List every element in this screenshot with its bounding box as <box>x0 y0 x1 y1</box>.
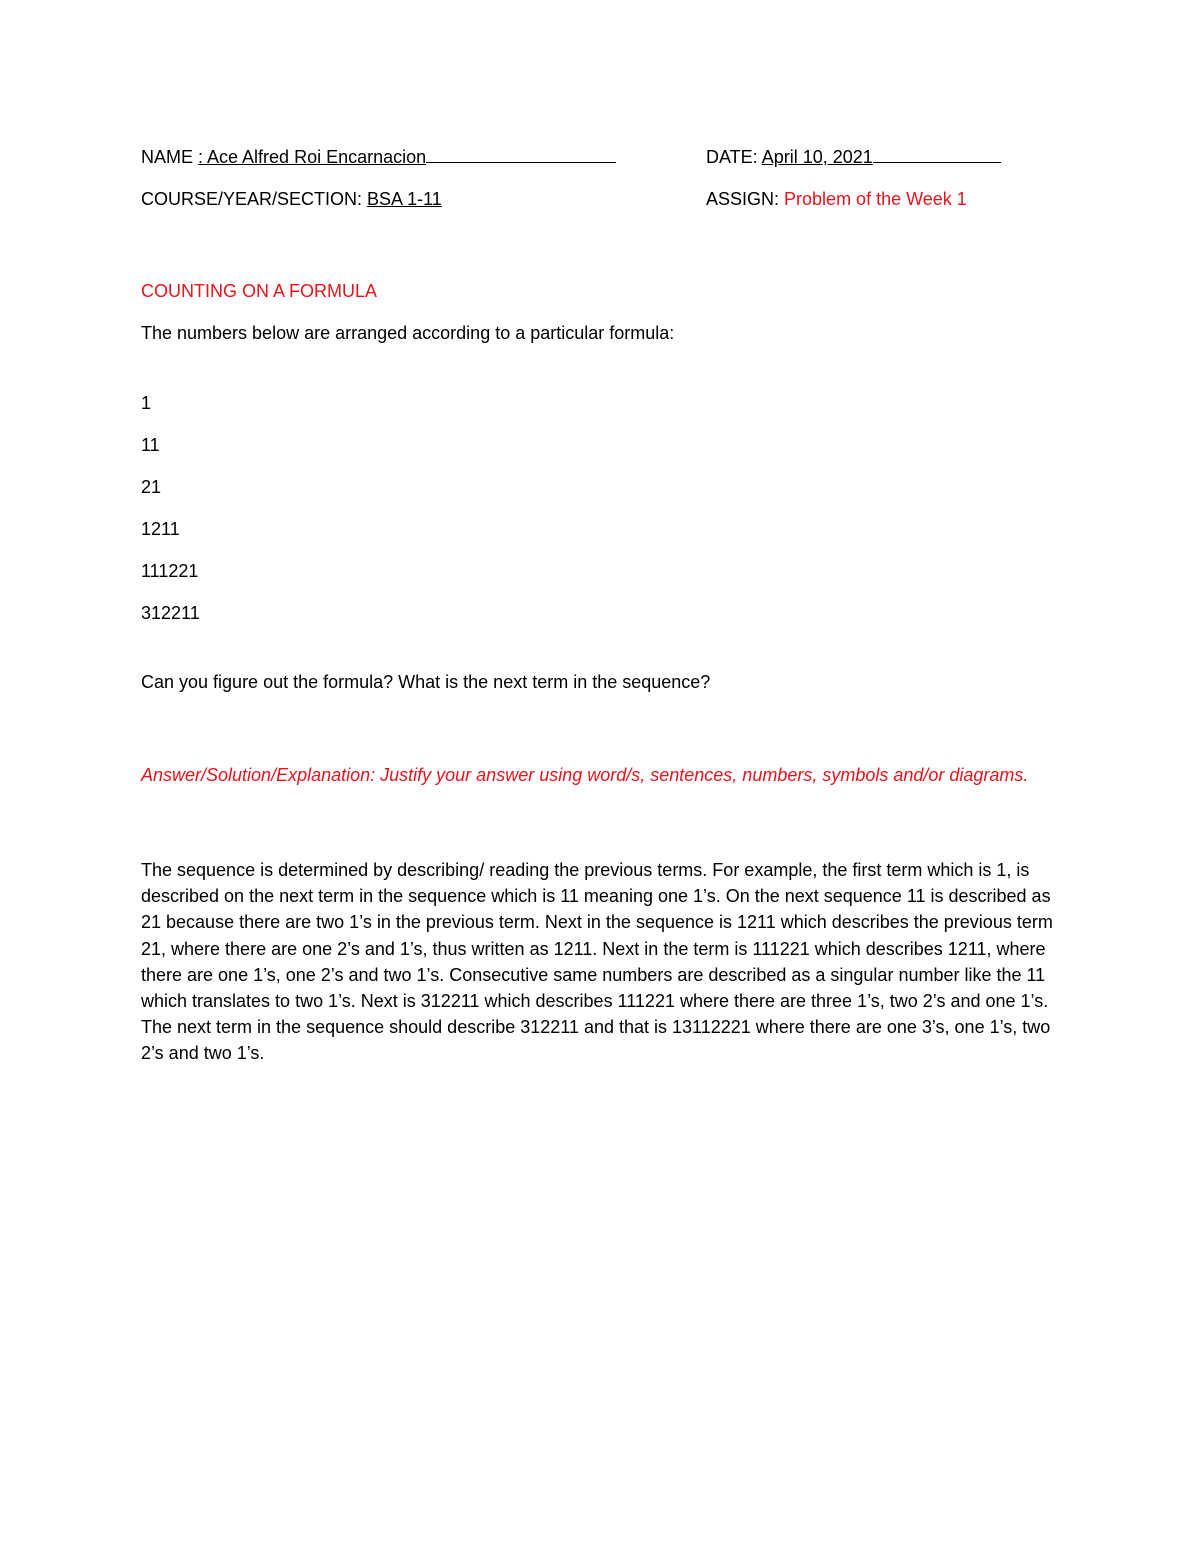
name-field <box>141 146 616 168</box>
date-field <box>706 146 1001 168</box>
course-field <box>141 188 442 210</box>
course-value: BSA 1-11 <box>367 189 442 209</box>
sequence-term: 21 <box>141 477 162 497</box>
name-value: : Ace Alfred Roi Encarnacion <box>198 147 427 167</box>
date-fill-line <box>873 146 1001 163</box>
date-value: April 10, 2021 <box>761 147 873 167</box>
answer-prompt: Answer/Solution/Explanation: Justify your answer using word/s, sentences, numbers, symbols and/or diagrams. <box>141 765 1029 785</box>
sequence-term: 312211 <box>141 603 200 623</box>
name-label: NAME <box>141 147 199 167</box>
date-label: DATE: <box>706 147 762 167</box>
problem-intro: The numbers below are arranged according to a particular formula: <box>141 323 675 343</box>
course-label: COURSE/YEAR/SECTION: <box>141 189 368 209</box>
problem-question: Can you figure out the formula? What is the next term in the sequence? <box>141 672 711 692</box>
sequence-term: 1 <box>141 393 152 413</box>
assign-field <box>706 188 967 210</box>
assign-value: Problem of the Week 1 <box>784 189 967 209</box>
sequence-term: 111221 <box>141 561 199 581</box>
problem-title: COUNTING ON A FORMULA <box>141 281 378 301</box>
assign-label: ASSIGN: <box>706 189 785 209</box>
sequence-term: 1211 <box>141 519 180 539</box>
name-fill-line <box>426 146 616 163</box>
answer-body: The sequence is determined by describing/ reading the previous terms. For example, the first term which is 1, is described on the next term in the sequence which is 11 meaning one 1’s. On the next sequence 11 is described as 21 because there are two 1’s in the previous term. Next in the sequence is 1211 which describes the previous term 21, where there are one 2’s and 1’s, thus written as 1211. Next in the term is 111221 which describes 1211, where there are one 1’s, one 2’s and two 1’s. Consecutive same numbers are described as a singular number like the 11 which translates to two 1’s. Next is 312211 which describes 111221 where there are three 1’s, two 2’s and one 1’s. The next term in the sequence should describe 312211 and that is 13112221 where there are one 3’s, one 1’s, two 2’s and two 1’s. <box>141 860 1053 1064</box>
sequence-term: 11 <box>141 435 160 455</box>
